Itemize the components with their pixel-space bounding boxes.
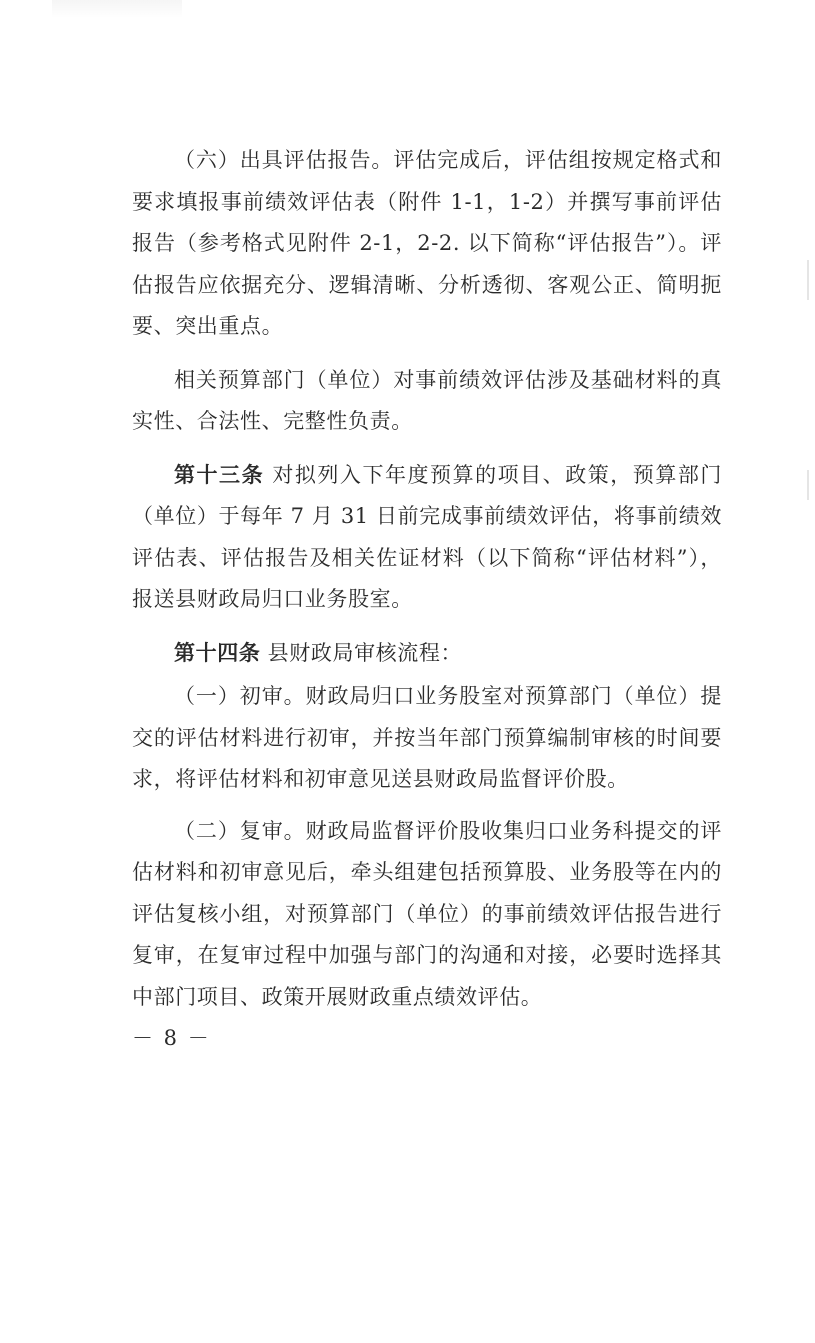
article-13-heading: 第十三条 [174, 462, 265, 487]
page-number: － 8 － [132, 1026, 211, 1050]
article-14 [132, 633, 722, 675]
paragraph-responsibility [132, 360, 722, 443]
paragraph-text: 相关预算部门（单位）对事前绩效评估涉及基础材料的真实性、合法性、完整性负责。 [132, 367, 722, 433]
paragraph-text: 县财政局审核流程： [260, 640, 463, 665]
paragraph-text: （二）复审。财政局监督评价股收集归口业务科提交的评估材料和初审意见后，牵头组建包括预算股、业务股等在内的评估复核小组，对预算部门（单位）的事前绩效评估报告进行复审，在复审过程中加强与部门的沟通和对接，必要时选择其中部门项目、政策开展财政重点绩效评估。 [132, 818, 722, 1009]
paragraph-text: （一）初审。财政局归口业务股室对预算部门（单位）提交的评估材料进行初审，并按当年部门预算编制审核的时间要求，将评估材料和初审意见送县财政局监督评价股。 [132, 684, 722, 791]
scan-edge-mark [807, 470, 809, 500]
paragraph-initial-review [132, 676, 722, 801]
article-13 [132, 455, 722, 621]
paragraph-issue-report [132, 140, 722, 348]
article-14-heading: 第十四条 [174, 640, 261, 665]
document-body [132, 140, 722, 1018]
paragraph-text: （六）出具评估报告。评估完成后，评估组按规定格式和要求填报事前绩效评估表（附件 1-1，1-2）并撰写事前评估报告（参考格式见附件 2-1，2-2. 以下简称“评估报告”）。评估报告应依据充分、逻辑清晰、分析透彻、客观公正、简明扼要、突出重点。 [132, 148, 722, 338]
scan-artifact [52, 0, 182, 18]
paragraph-second-review [132, 811, 722, 1019]
scan-edge-mark [807, 260, 809, 300]
paragraph-text: 对拟列入下年度预算的项目、政策，预算部门（单位）于每年 7 月 31 日前完成事前绩效评估，将事前绩效评估表、评估报告及相关佐证材料（以下简称“评估材料”），报送县财政局归口业务股室。 [132, 462, 722, 611]
